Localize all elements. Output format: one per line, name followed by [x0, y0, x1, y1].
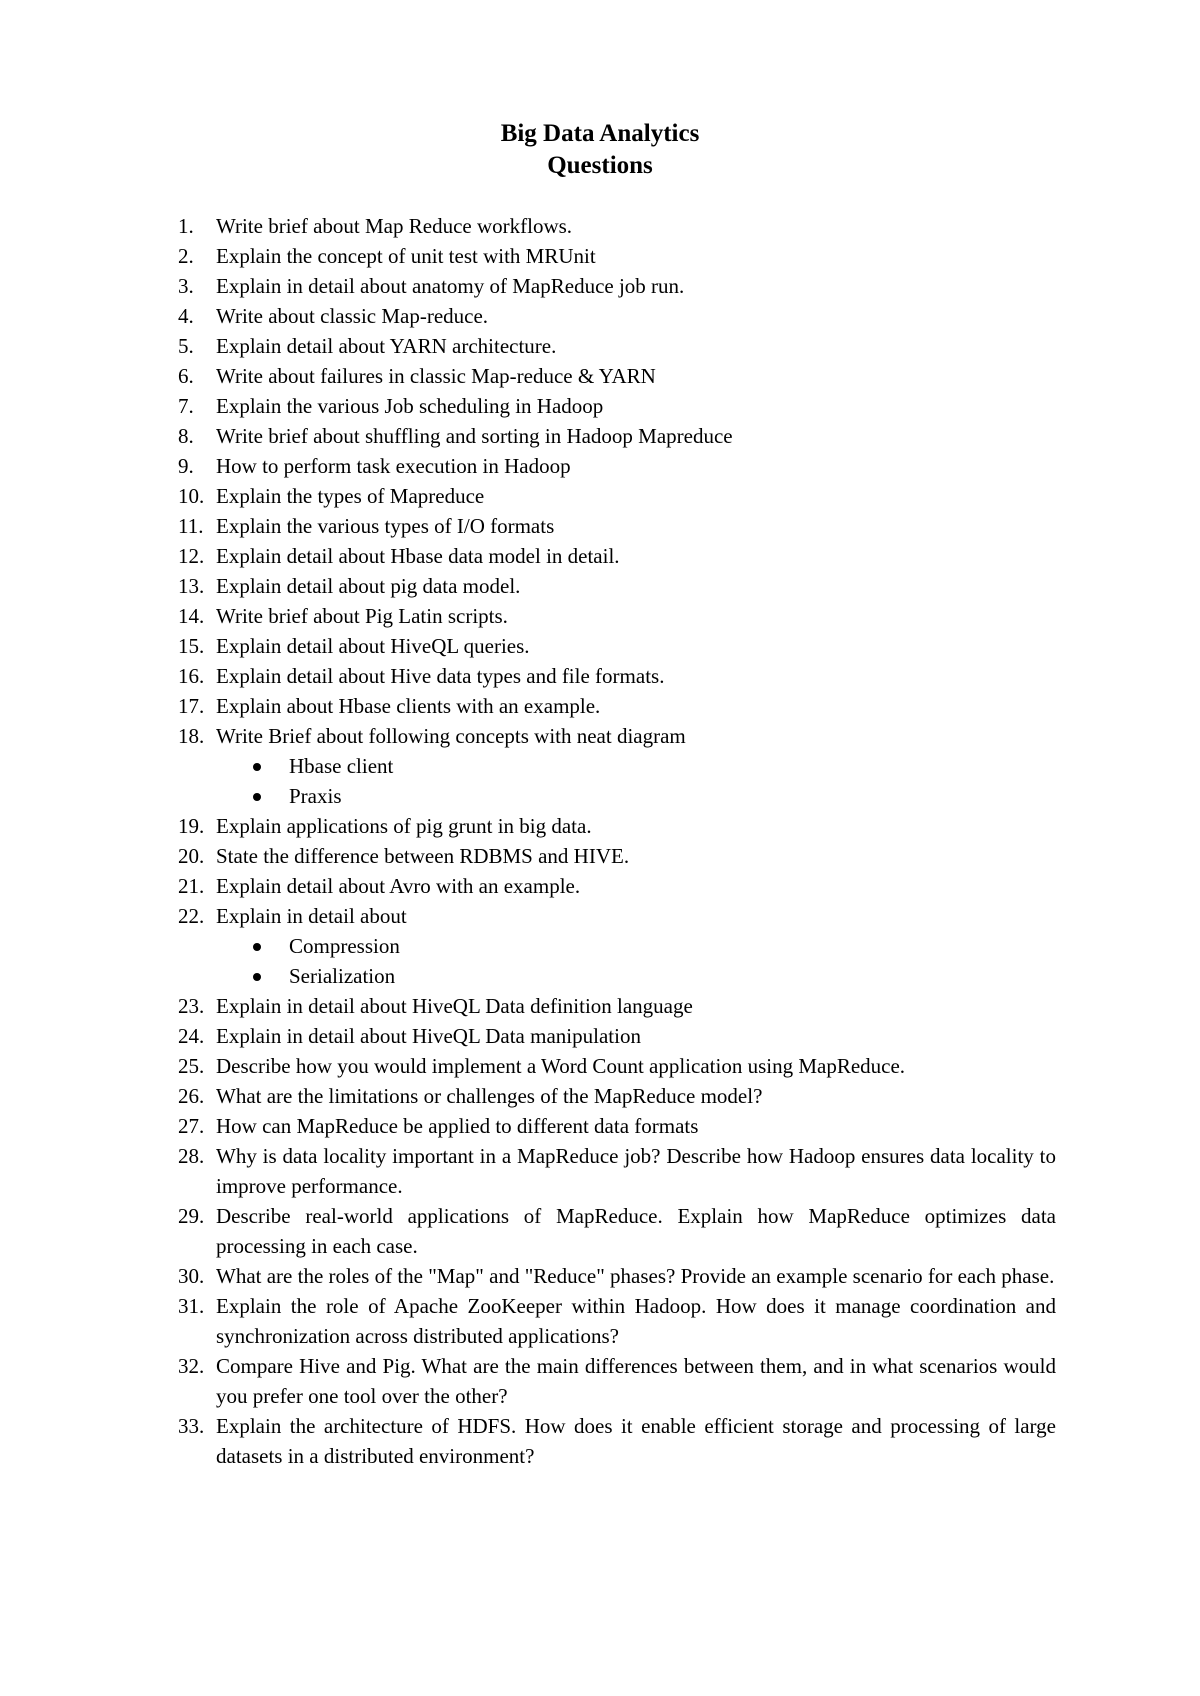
sub-topic-item: [0, 931, 1200, 961]
bullet-icon: [253, 973, 261, 981]
question-text: Explain the role of Apache ZooKeeper within Hadoop. How does it manage coordination and synchronization across distributed applications?: [216, 1294, 1056, 1348]
question-text: Write brief about Pig Latin scripts.: [216, 604, 508, 628]
question-number: 5.: [178, 334, 194, 358]
sub-topic-text: Compression: [289, 934, 400, 958]
question-item: [0, 661, 1200, 691]
question-text: Explain detail about pig data model.: [216, 574, 521, 598]
sub-topic-item: [0, 781, 1200, 811]
question-item: [0, 811, 1200, 841]
question-item: [0, 571, 1200, 601]
sub-topic-text: Hbase client: [289, 754, 394, 778]
question-text: Explain applications of pig grunt in big data.: [216, 814, 592, 838]
question-number: 32.: [178, 1354, 205, 1378]
question-number: 10.: [178, 484, 205, 508]
question-item: [0, 871, 1200, 901]
question-text: Explain in detail about: [216, 904, 407, 928]
question-item: [0, 241, 1200, 271]
question-number: 9.: [178, 454, 194, 478]
question-text: How to perform task execution in Hadoop: [216, 454, 571, 478]
question-item: [0, 691, 1200, 721]
question-item: [0, 721, 1200, 811]
question-text: Explain in detail about anatomy of MapReduce job run.: [216, 274, 685, 298]
sub-topic-text: Praxis: [289, 784, 342, 808]
question-text: Explain in detail about HiveQL Data manipulation: [216, 1024, 641, 1048]
question-number: 26.: [178, 1084, 205, 1108]
question-item: [0, 481, 1200, 511]
question-text: Describe real-world applications of MapReduce. Explain how MapReduce optimizes data processing in each case.: [216, 1204, 1056, 1258]
question-number: 33.: [178, 1414, 205, 1438]
sub-topic-item: [0, 961, 1200, 991]
question-number: 14.: [178, 604, 205, 628]
question-item: [0, 271, 1200, 301]
question-number: 28.: [178, 1144, 205, 1168]
question-text: Explain the various types of I/O formats: [216, 514, 555, 538]
question-item: [0, 361, 1200, 391]
question-number: 4.: [178, 304, 194, 328]
question-item: [0, 1351, 1200, 1411]
question-number: 16.: [178, 664, 205, 688]
question-number: 31.: [178, 1294, 205, 1318]
question-number: 24.: [178, 1024, 205, 1048]
question-item: [0, 391, 1200, 421]
document-title: Big Data Analytics: [500, 120, 700, 147]
question-number: 11.: [178, 514, 204, 538]
question-item: [0, 451, 1200, 481]
question-item: [0, 511, 1200, 541]
question-number: 6.: [178, 364, 194, 388]
question-text: What are the roles of the "Map" and "Reduce" phases? Provide an example scenario for each phase.: [216, 1264, 1055, 1288]
question-text: How can MapReduce be applied to different data formats: [216, 1114, 699, 1138]
question-item: [0, 1411, 1200, 1471]
question-number: 1.: [178, 214, 194, 238]
sub-topic-list: [0, 751, 1200, 811]
question-text: Describe how you would implement a Word Count application using MapReduce.: [216, 1054, 906, 1078]
bullet-icon: [253, 763, 261, 771]
question-text: Explain detail about HiveQL queries.: [216, 634, 530, 658]
question-number: 13.: [178, 574, 205, 598]
question-number: 22.: [178, 904, 205, 928]
document-subtitle: Questions: [547, 152, 653, 179]
question-number: 15.: [178, 634, 205, 658]
question-item: [0, 301, 1200, 331]
question-text: Explain about Hbase clients with an example.: [216, 694, 601, 718]
question-number: 18.: [178, 724, 205, 748]
question-text: Why is data locality important in a MapReduce job? Describe how Hadoop ensures data locality to improve performance.: [216, 1144, 1056, 1198]
question-text: Write Brief about following concepts with neat diagram: [216, 724, 686, 748]
bullet-icon: [253, 943, 261, 951]
question-item: [0, 1291, 1200, 1351]
question-item: [0, 1261, 1200, 1291]
question-text: Compare Hive and Pig. What are the main differences between them, and in what scenarios would you prefer one tool over the other?: [216, 1354, 1056, 1408]
question-item: [0, 901, 1200, 991]
bullet-icon: [253, 793, 261, 801]
sub-topic-text: Serialization: [289, 964, 396, 988]
question-number: 12.: [178, 544, 205, 568]
question-item: [0, 1051, 1200, 1081]
question-item: [0, 421, 1200, 451]
question-item: [0, 1111, 1200, 1141]
question-item: [0, 631, 1200, 661]
question-item: [0, 211, 1200, 241]
question-text: Write brief about shuffling and sorting in Hadoop Mapreduce: [216, 424, 733, 448]
question-item: [0, 541, 1200, 571]
question-number: 20.: [178, 844, 205, 868]
question-item: [0, 1081, 1200, 1111]
question-number: 2.: [178, 244, 194, 268]
question-number: 30.: [178, 1264, 205, 1288]
question-number: 25.: [178, 1054, 205, 1078]
question-item: [0, 841, 1200, 871]
question-item: [0, 601, 1200, 631]
question-text: State the difference between RDBMS and HIVE.: [216, 844, 630, 868]
question-item: [0, 991, 1200, 1021]
question-number: 23.: [178, 994, 205, 1018]
question-number: 8.: [178, 424, 194, 448]
question-text: Explain the architecture of HDFS. How does it enable efficient storage and processing of large datasets in a distributed environment?: [216, 1414, 1056, 1468]
questions-list: [0, 211, 1200, 1471]
question-text: Explain the concept of unit test with MRUnit: [216, 244, 596, 268]
question-item: [0, 1021, 1200, 1051]
sub-topic-list: [0, 931, 1200, 991]
question-text: Explain in detail about HiveQL Data definition language: [216, 994, 693, 1018]
question-text: What are the limitations or challenges of the MapReduce model?: [216, 1084, 763, 1108]
question-text: Write brief about Map Reduce workflows.: [216, 214, 573, 238]
question-number: 7.: [178, 394, 194, 418]
question-number: 29.: [178, 1204, 205, 1228]
question-number: 27.: [178, 1114, 205, 1138]
sub-topic-item: [0, 751, 1200, 781]
question-text: Explain detail about Avro with an example.: [216, 874, 581, 898]
question-number: 21.: [178, 874, 205, 898]
question-item: [0, 1201, 1200, 1261]
question-text: Explain the types of Mapreduce: [216, 484, 485, 508]
question-text: Explain detail about Hive data types and file formats.: [216, 664, 665, 688]
question-text: Write about failures in classic Map-reduce & YARN: [216, 364, 656, 388]
question-text: Explain the various Job scheduling in Hadoop: [216, 394, 604, 418]
question-text: Explain detail about Hbase data model in detail.: [216, 544, 620, 568]
question-item: [0, 331, 1200, 361]
question-item: [0, 1141, 1200, 1201]
question-number: 17.: [178, 694, 205, 718]
question-number: 3.: [178, 274, 194, 298]
question-number: 19.: [178, 814, 205, 838]
question-text: Write about classic Map-reduce.: [216, 304, 489, 328]
question-text: Explain detail about YARN architecture.: [216, 334, 557, 358]
